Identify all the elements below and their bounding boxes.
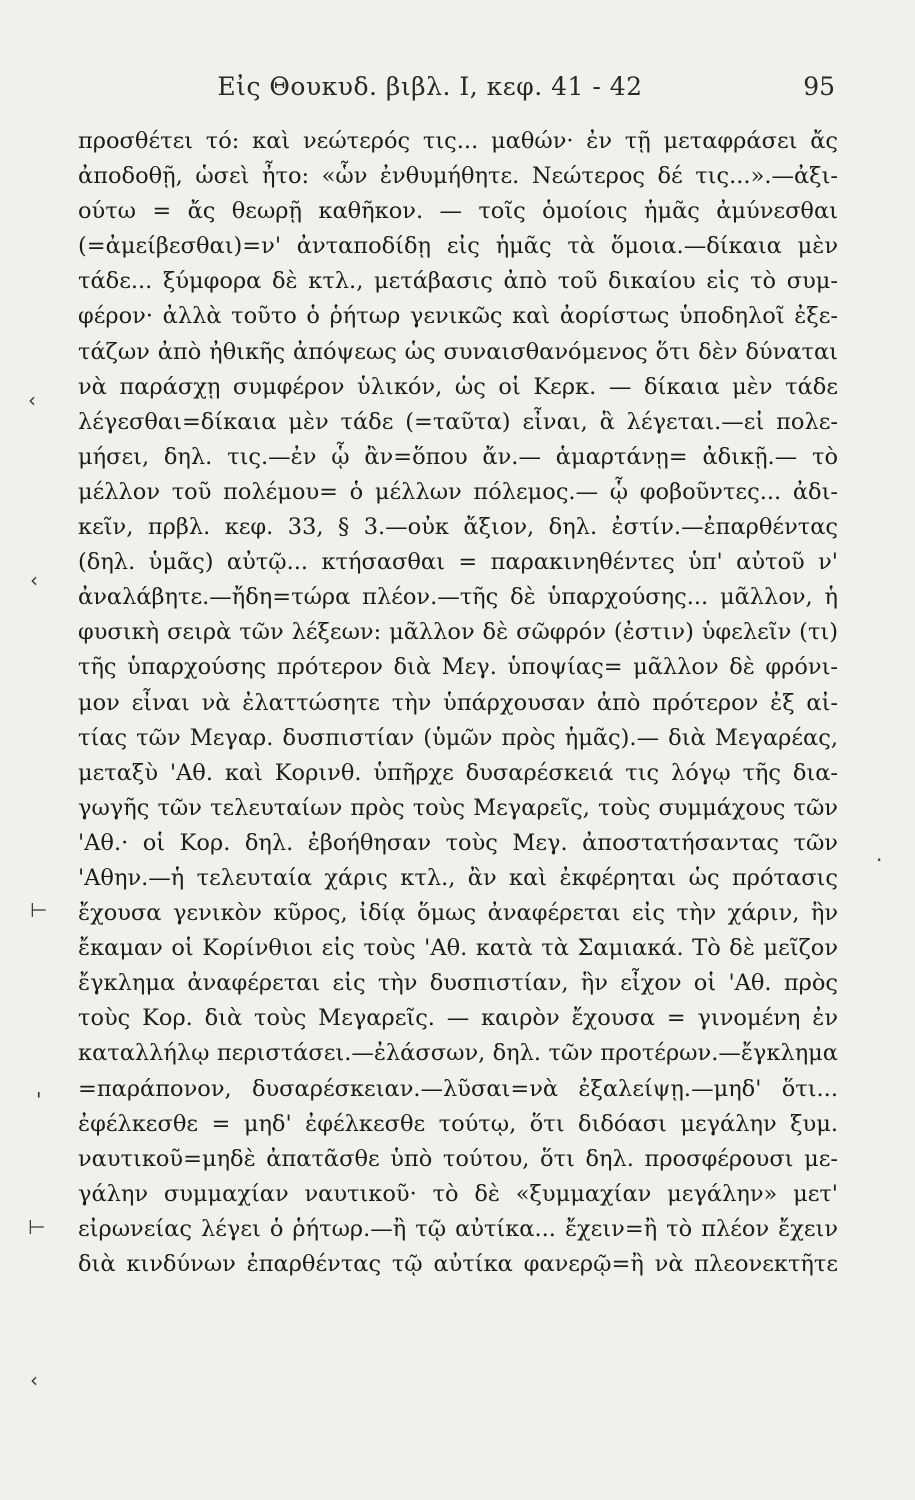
- margin-dot-mark: ·: [876, 848, 883, 872]
- text-line: κεῖν, πρβλ. κεφ. 33, § 3.—οὐκ ἄξιον, δηλ. ἐστίν.—ἐπαρθέντας: [78, 514, 838, 541]
- page-number: 95: [803, 72, 835, 101]
- text-line: τίας τῶν Μεγαρ. δυσπιστίαν (ὑμῶν πρὸς ἡμᾶς).— διὰ Μεγαρέας,: [78, 724, 838, 751]
- text-line: γάλην συμμαχίαν ναυτικοῦ· τὸ δὲ «ξυμμαχίαν μεγάλην» μετ': [78, 1180, 838, 1207]
- text-line: διὰ κινδύνων ἐπαρθέντας τῷ αὐτίκα φανερῷ=ἢ νὰ πλεονεκτῆτε: [78, 1251, 838, 1277]
- text-line: μον εἶναι νὰ ἐλαττώσητε τὴν ὑπάρχουσαν ἀπὸ πρότερον ἐξ αἰ-: [78, 689, 838, 716]
- text-line: τοὺς Κορ. διὰ τοὺς Μεγαρεῖς. — καιρὸν ἔχουσα = γινομένη ἐν: [78, 1005, 838, 1032]
- text-line: τῆς ὑπαρχούσης πρότερον διὰ Μεγ. ὑποψίας= μᾶλλον δὲ φρόνι-: [78, 654, 838, 681]
- text-line: τάζων ἀπὸ ἠθικῆς ἀπόψεως ὡς συναισθανόμενος ὅτι δὲν δύναται: [78, 338, 838, 365]
- text-line: μέλλον τοῦ πολέμου= ὁ μέλλων πόλεμος.— ᾧ φοβοῦντες... ἀδι-: [78, 478, 838, 505]
- text-line: προσθέτει τό: καὶ νεώτερός τις... μαθών· ἐν τῇ μεταφράσει ἄς: [78, 128, 838, 154]
- margin-tick-mark: ': [36, 1088, 42, 1112]
- margin-tick-mark: ⊢: [28, 1215, 46, 1239]
- text-line: μήσει, δηλ. τις.—ἐν ᾧ ἂν=ὅπου ἄν.— ἁμαρτάνῃ= ἀδικῇ.— τὸ: [78, 443, 838, 470]
- text-line: ἀναλάβητε.—ἤδη=τώρα πλέον.—τῆς δὲ ὑπαρχούσης... μᾶλλον, ἡ: [78, 584, 838, 611]
- text-line: ούτω = ἄς θεωρῇ καθῆκον. — τοῖς ὁμοίοις ἡμᾶς ἀμύνεσθαι: [78, 198, 838, 225]
- text-line: ναυτικοῦ=μηδὲ ἀπατᾶσθε ὑπὸ τούτου, ὅτι δηλ. προσφέρουσι με-: [78, 1145, 838, 1172]
- text-line: γωγῆς τῶν τελευταίων πρὸς τοὺς Μεγαρεῖς, τοὺς συμμάχους τῶν: [78, 794, 838, 821]
- text-line: 'Αθην.—ἡ τελευταία χάρις κτλ., ἂν καὶ ἐκφέρηται ὡς πρότασις: [78, 864, 838, 891]
- running-title: Εἰς Θουκυδ. βιβλ. Ι, κεφ. 41 - 42: [217, 72, 643, 101]
- text-line: =παράπονον, δυσαρέσκειαν.—λῦσαι=νὰ ἐξαλείψῃ.—μηδ' ὅτι...: [78, 1075, 838, 1102]
- text-line: 'Αθ.· οἱ Κορ. δηλ. ἐβοήθησαν τοὺς Μεγ. ἀποστατήσαντας τῶν: [78, 829, 838, 856]
- text-line: τάδε... ξύμφορα δὲ κτλ., μετάβασις ἀπὸ τοῦ δικαίου εἰς τὸ συμ-: [78, 268, 838, 295]
- text-line: φέρον· ἀλλὰ τοῦτο ὁ ῥήτωρ γενικῶς καὶ ἀορίστως ὑποδηλοῖ ἐξε-: [78, 303, 838, 330]
- text-line: εἰρωνείας λέγει ὁ ῥήτωρ.—ἢ τῷ αὐτίκα... ἔχειν=ἢ τὸ πλέον ἔχειν: [78, 1215, 838, 1242]
- text-line: μεταξὺ 'Αθ. καὶ Κορινθ. ὑπῆρχε δυσαρέσκειά τις λόγῳ τῆς δια-: [78, 759, 838, 786]
- margin-tick-mark: ‹: [30, 568, 38, 592]
- text-line: ἔκαμαν οἱ Κορίνθιοι εἰς τοὺς 'Αθ. κατὰ τὰ Σαμιακά. Τὸ δὲ μεῖζον: [78, 935, 838, 962]
- text-line: ἐφέλκεσθε = μηδ' ἐφέλκεσθε τούτῳ, ὅτι διδόασι μεγάλην ξυμ.: [78, 1110, 838, 1137]
- text-line: (δηλ. ὑμᾶς) αὐτῷ... κτήσασθαι = παρακινηθέντες ὑπ' αὐτοῦ ν': [78, 549, 838, 576]
- margin-tick-mark: ‹: [30, 1368, 38, 1392]
- text-line: ἔγκλημα ἀναφέρεται εἰς τὴν δυσπιστίαν, ἣν εἶχον οἱ 'Αθ. πρὸς: [78, 970, 838, 997]
- text-line: καταλλήλῳ περιστάσει.—ἐλάσσων, δηλ. τῶν προτέρων.—ἔγκλημα: [78, 1040, 838, 1067]
- text-line: ἔχουσα γενικὸν κῦρος, ἰδίᾳ ὅμως ἀναφέρεται εἰς τὴν χάριν, ἣν: [78, 900, 838, 927]
- text-line: νὰ παράσχῃ συμφέρον ὑλικόν, ὡς οἱ Κερκ. — δίκαια μὲν τάδε: [78, 373, 838, 400]
- commentary-text: [78, 124, 838, 1282]
- text-line: φυσικὴ σειρὰ τῶν λέξεων: μᾶλλον δὲ σῶφρόν (ἐστιν) ὑφελεῖν (τι): [78, 619, 838, 646]
- text-line: (=ἀμείβεσθαι)=ν' ἀνταποδίδῃ εἰς ἡμᾶς τὰ ὅμοια.—δίκαια μὲν: [78, 233, 838, 260]
- text-line: λέγεσθαι=δίκαια μὲν τάδε (=ταῦτα) εἶναι, ἃ λέγεται.—εἰ πολε-: [78, 408, 838, 435]
- margin-tick-mark: ⊢: [30, 898, 48, 922]
- text-line: ἀποδοθῇ, ὡσεὶ ἦτο: «ὧν ἐνθυμήθητε. Νεώτερος δέ τις...».—ἀξι-: [78, 163, 838, 190]
- margin-tick-mark: ‹: [28, 388, 36, 412]
